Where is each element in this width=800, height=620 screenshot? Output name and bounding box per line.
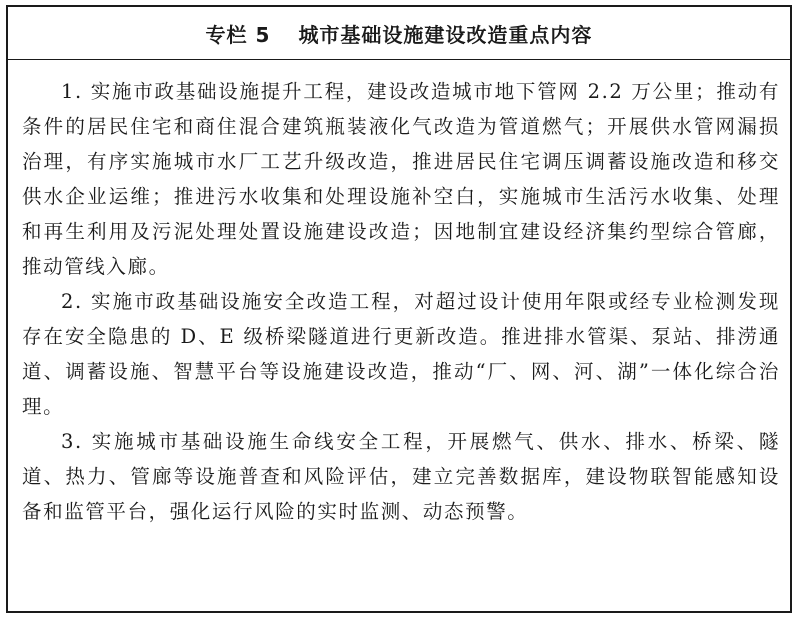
paragraph-1: 1. 实施市政基础设施提升工程，建设改造城市地下管网 2.2 万公里；推动有条件的居民住宅和商住混合建筑瓶装液化气改造为管道燃气；开展供水管网漏损治理，有序实施城市水厂工艺升级改造，推进居民住宅调压调蓄设施改造和移交供水企业运维；推进污水收集和处理设施补空白，实施城市生活污水收集、处理和再生利用及污泥处理处置设施建设改造；因地制宜建设经济集约型综合管廊，推动管线入廊。 bbox=[22, 80, 780, 278]
column-title: 城市基础设施建设改造重点内容 bbox=[298, 22, 593, 47]
box-body bbox=[8, 60, 790, 529]
paragraph-2: 2. 实施市政基础设施安全改造工程，对超过设计使用年限或经专业检测发现存在安全隐患的 D、E 级桥梁隧道进行更新改造。推进排水管渠、泵站、排涝通道、调蓄设施、智慧平台等设施建设改造，推动“厂、网、河、湖”一体化综合治理。 bbox=[22, 290, 780, 418]
column-box bbox=[6, 5, 792, 613]
paragraph-3: 3. 实施城市基础设施生命线安全工程，开展燃气、供水、排水、桥梁、隧道、热力、管廊等设施普查和风险评估，建立完善数据库，建设物联智能感知设备和监管平台，强化运行风险的实时监测、动态预警。 bbox=[22, 430, 780, 523]
box-header bbox=[8, 7, 790, 60]
column-number: 专栏 5 bbox=[205, 22, 271, 47]
